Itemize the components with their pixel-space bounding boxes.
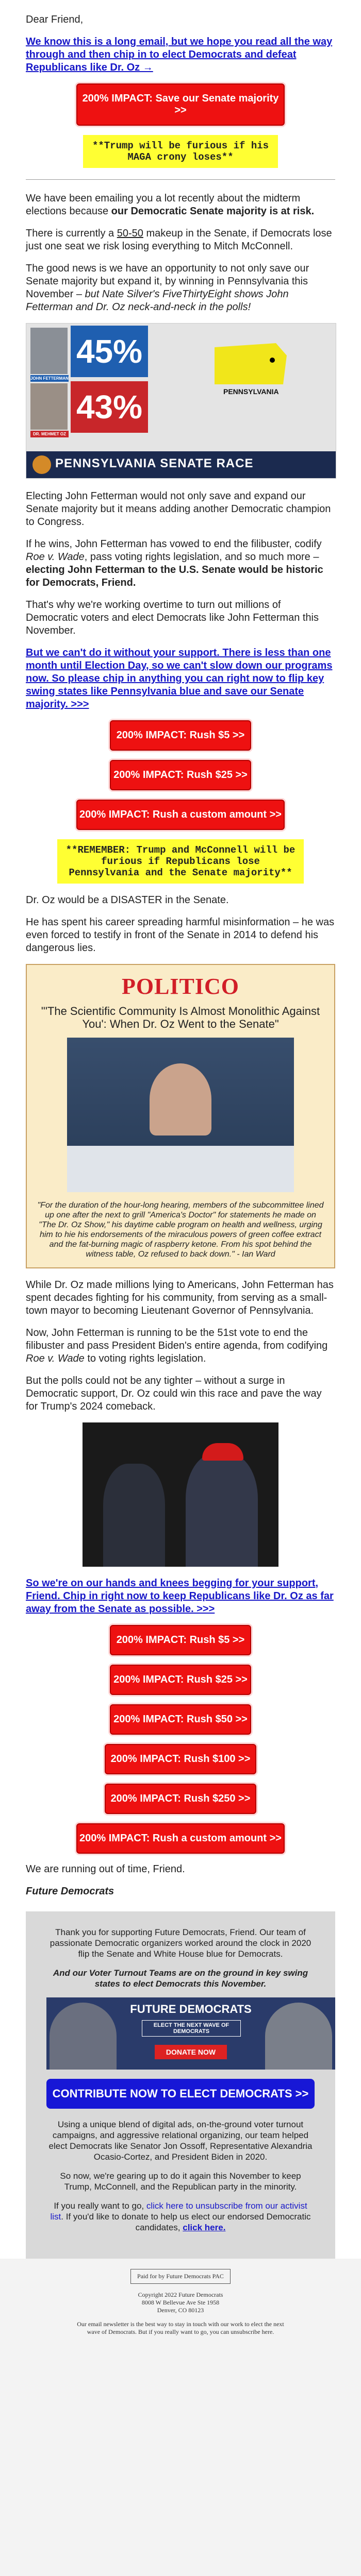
race-title: PENNSYLVANIA SENATE RACE <box>55 456 254 470</box>
politico-headline: "'The Scientific Community Is Almost Monolithic Against You': When Dr. Oz Went to the Senate" <box>41 1005 320 1030</box>
oz-name: DR. MEHMET OZ <box>30 431 69 437</box>
footer-unsubscribe <box>46 2200 315 2233</box>
person-left <box>103 1464 165 1567</box>
paragraph-disaster: Dr. Oz would be a DISASTER in the Senate. <box>26 894 229 906</box>
fetterman-pct: 45% <box>71 326 148 377</box>
rush-custom-button[interactable]: 200% IMPACT: Rush a custom amount >> <box>76 800 285 830</box>
paragraph-historic <box>26 538 335 589</box>
address-line-2: Denver, CO 80123 <box>157 2307 204 2314</box>
banner-title: FUTURE DEMOCRATS <box>130 2003 252 2015</box>
future-democrats-banner <box>46 1997 335 2070</box>
politico-article-image <box>26 964 335 1268</box>
politico-logo: POLITICO <box>121 974 240 999</box>
paragraph-overtime: That's why we're working overtime to turn out millions of Democratic voters and elect Democrats like John Fetterman this November. <box>26 599 319 636</box>
signature: Future Democrats <box>26 1886 114 1897</box>
desk <box>67 1146 294 1192</box>
save-senate-button[interactable]: 200% IMPACT: Save our Senate majority >> <box>76 83 285 126</box>
italic-text: Roe v. Wade <box>26 1353 85 1364</box>
banner-photo-right <box>265 2003 332 2070</box>
begging-link[interactable]: So we're on our hands and knees begging for your support, Friend. Chip in right now to keep Republicans like Dr. Oz as far away from the Senate as possible. >>> <box>26 1578 334 1615</box>
oz-pct: 43% <box>71 381 148 433</box>
fetterman-name: JOHN FETTERMAN <box>30 376 69 381</box>
paragraph-fetterman-career: While Dr. Oz made millions lying to Americans, John Fetterman has spent decades fighting for his community, from serving as a small-town mayor to becoming Lieutenant Governor of Pennsylvania. <box>26 1279 334 1316</box>
address-line-1: 8008 W Bellevue Ave Ste 1958 <box>141 2299 220 2306</box>
rush-50-button[interactable]: 200% IMPACT: Rush $50 >> <box>110 1704 251 1735</box>
pennsylvania-senate-race-image <box>26 323 336 479</box>
politico-quote: "For the duration of the hour-long hearing, members of the subcommittee lined up one after the next to grill "America's Doctor" for statements he made on "The Dr. Oz Show," his daytime cable program on health and wellness, urging him to hie his endorsements of the miraculous powers of green coffee extract and the fat-burning magic of raspberry ketone. From his spot behind the witness table, Oz refused to back down." - Ian Ward <box>37 1201 324 1259</box>
text: If you really want to go, <box>54 2201 146 2211</box>
footer-thanks: Thank you for supporting Future Democrats, Friend. Our team of passionate Democratic organizers worked around the clock in 2020 flip the Senate and White House blue for Democrats. <box>50 1927 311 1959</box>
paragraph-at-risk <box>26 192 335 218</box>
paragraph-50-50 <box>26 227 335 253</box>
support-link[interactable]: But we can't do it without your support. There is less than one month until Election Day, so we can't slow down our programs now. So please chip in anything you can right now to flip key swing states like Pennsylvania blue and save our Senate majority. >>> <box>26 647 333 710</box>
footer-teams: And our Voter Turnout Teams are on the ground in key swing states to elect Democrats this November. <box>53 1968 308 1989</box>
seal-icon <box>32 455 51 474</box>
contribute-button[interactable]: CONTRIBUTE NOW TO ELECT DEMOCRATS >> <box>46 2079 315 2109</box>
greeting: Dear Friend, <box>26 14 84 25</box>
rush-25-button-2[interactable]: 200% IMPACT: Rush $25 >> <box>110 1665 251 1695</box>
rush-5-button-2[interactable]: 200% IMPACT: Rush $5 >> <box>110 1625 251 1655</box>
rush-100-button[interactable]: 200% IMPACT: Rush $100 >> <box>105 1744 256 1774</box>
trump-furious-highlight: **Trump will be furious if his MAGA crony loses** <box>83 135 278 168</box>
italic-text: but Nate Silver's FiveThirtyEight shows John Fetterman and Dr. Oz neck-and-neck in the polls! <box>26 289 289 313</box>
text: The good news is we have an opportunity to not only save our Senate majority but expand it, by winning in Pennsylvania this November – <box>26 263 309 300</box>
legal-note[interactable]: Our email newsletter is the best way to stay in touch with our work to elect the next wave of Democrats. But if you really want to go, you can unsubscribe here. <box>77 2320 284 2335</box>
person-silhouette <box>150 1063 211 1136</box>
italic-text: Roe v. Wade <box>26 551 85 563</box>
paid-for-by: Paid for by Future Democrats PAC <box>130 2269 231 2284</box>
fetterman-photo <box>30 328 68 374</box>
bold-text: our Democratic Senate majority is at risk. <box>111 206 315 217</box>
text: If he wins, John Fetterman has vowed to end the filibuster, codify <box>26 538 322 550</box>
bold-text: electing John Fetterman to the U.S. Senate would be historic for Democrats, Friend. <box>26 564 323 588</box>
copyright: Copyright 2022 Future Democrats <box>138 2291 223 2298</box>
rush-custom-button-2[interactable]: 200% IMPACT: Rush a custom amount >> <box>76 1823 285 1854</box>
closing-line: We are running out of time, Friend. <box>26 1863 185 1875</box>
paragraph-misinformation: He has spent his career spreading harmful misinformation – he was even forced to testify in front of the Senate in 2014 to defend his dangerous lies. <box>26 917 335 954</box>
footer <box>26 1911 335 2259</box>
text: to voting rights legislation. <box>84 1353 206 1364</box>
rush-5-button[interactable]: 200% IMPACT: Rush $5 >> <box>110 720 251 751</box>
text: There is currently a <box>26 228 117 239</box>
text: Now, John Fetterman is running to be the 51st vote to end the filibuster and pass President Biden's entire agenda, from codifying <box>26 1327 328 1351</box>
oz-trump-photo <box>83 1422 278 1567</box>
oz-photo <box>30 383 68 430</box>
person-right <box>186 1453 258 1567</box>
donate-link[interactable]: click here. <box>183 2223 226 2232</box>
divider <box>26 179 335 180</box>
paragraph-good-news <box>26 262 335 314</box>
banner-donate-button[interactable]: DONATE NOW <box>155 2045 227 2059</box>
text: makeup in the Senate, if Democrats lose just one seat we risk losing everything to Mitch McConnell. <box>26 228 332 252</box>
underlined-text: 50-50 <box>117 228 143 239</box>
footer-using: Using a unique blend of digital ads, on-the-ground voter turnout campaigns, and aggressive relational organizing, our team helped elect Democrats like Senator Jon Ossoff, Representative Alexandria Ocasio-Cortez, and President Biden in 2020. <box>48 2120 313 2162</box>
unsubscribe-link[interactable]: click here to unsubscribe from our activist list <box>50 2201 307 2222</box>
text: . If you'd like to donate to help us elect our endorsed Democratic candidates, <box>61 2212 311 2232</box>
intro-link[interactable]: We know this is a long email, but we hope you read all the way through and then chip in to elect Democrats and defeat Republicans like Dr. Oz → <box>26 36 333 73</box>
rush-25-button[interactable]: 200% IMPACT: Rush $25 >> <box>110 760 251 790</box>
red-cap <box>202 1443 243 1461</box>
oz-hearing-photo <box>67 1038 294 1192</box>
rush-250-button[interactable]: 200% IMPACT: Rush $250 >> <box>105 1784 256 1814</box>
text: We have been emailing you a lot recently about the midterm elections because <box>26 193 301 217</box>
location-dot-icon <box>270 358 275 363</box>
state-label: PENNSYLVANIA <box>223 387 279 396</box>
paragraph-polls: But the polls could not be any tighter – without a surge in Democratic support, Dr. Oz could win this race and pave the way for Trump's 2024 comeback. <box>26 1375 322 1412</box>
footer-gearing: So now, we're gearing up to do it again this November to keep Trump, McConnell, and the Republican party in the minority. <box>60 2171 301 2192</box>
legal-footer <box>0 2259 361 2357</box>
banner-photo-left <box>50 2003 117 2070</box>
banner-sub: ELECT THE NEXT WAVE OF DEMOCRATS <box>142 2020 241 2037</box>
text: , pass voting rights legislation, and so much more – <box>84 551 319 563</box>
remember-highlight: **REMEMBER: Trump and McConnell will be furious if Republicans lose Pennsylvania and the Senate majority** <box>57 839 304 884</box>
paragraph-champion: Electing John Fetterman would not only save and expand our Senate majority but it means adding another Democratic champion to Congress. <box>26 490 331 528</box>
paragraph-51st-vote <box>26 1327 335 1365</box>
pennsylvania-shape <box>215 343 287 384</box>
